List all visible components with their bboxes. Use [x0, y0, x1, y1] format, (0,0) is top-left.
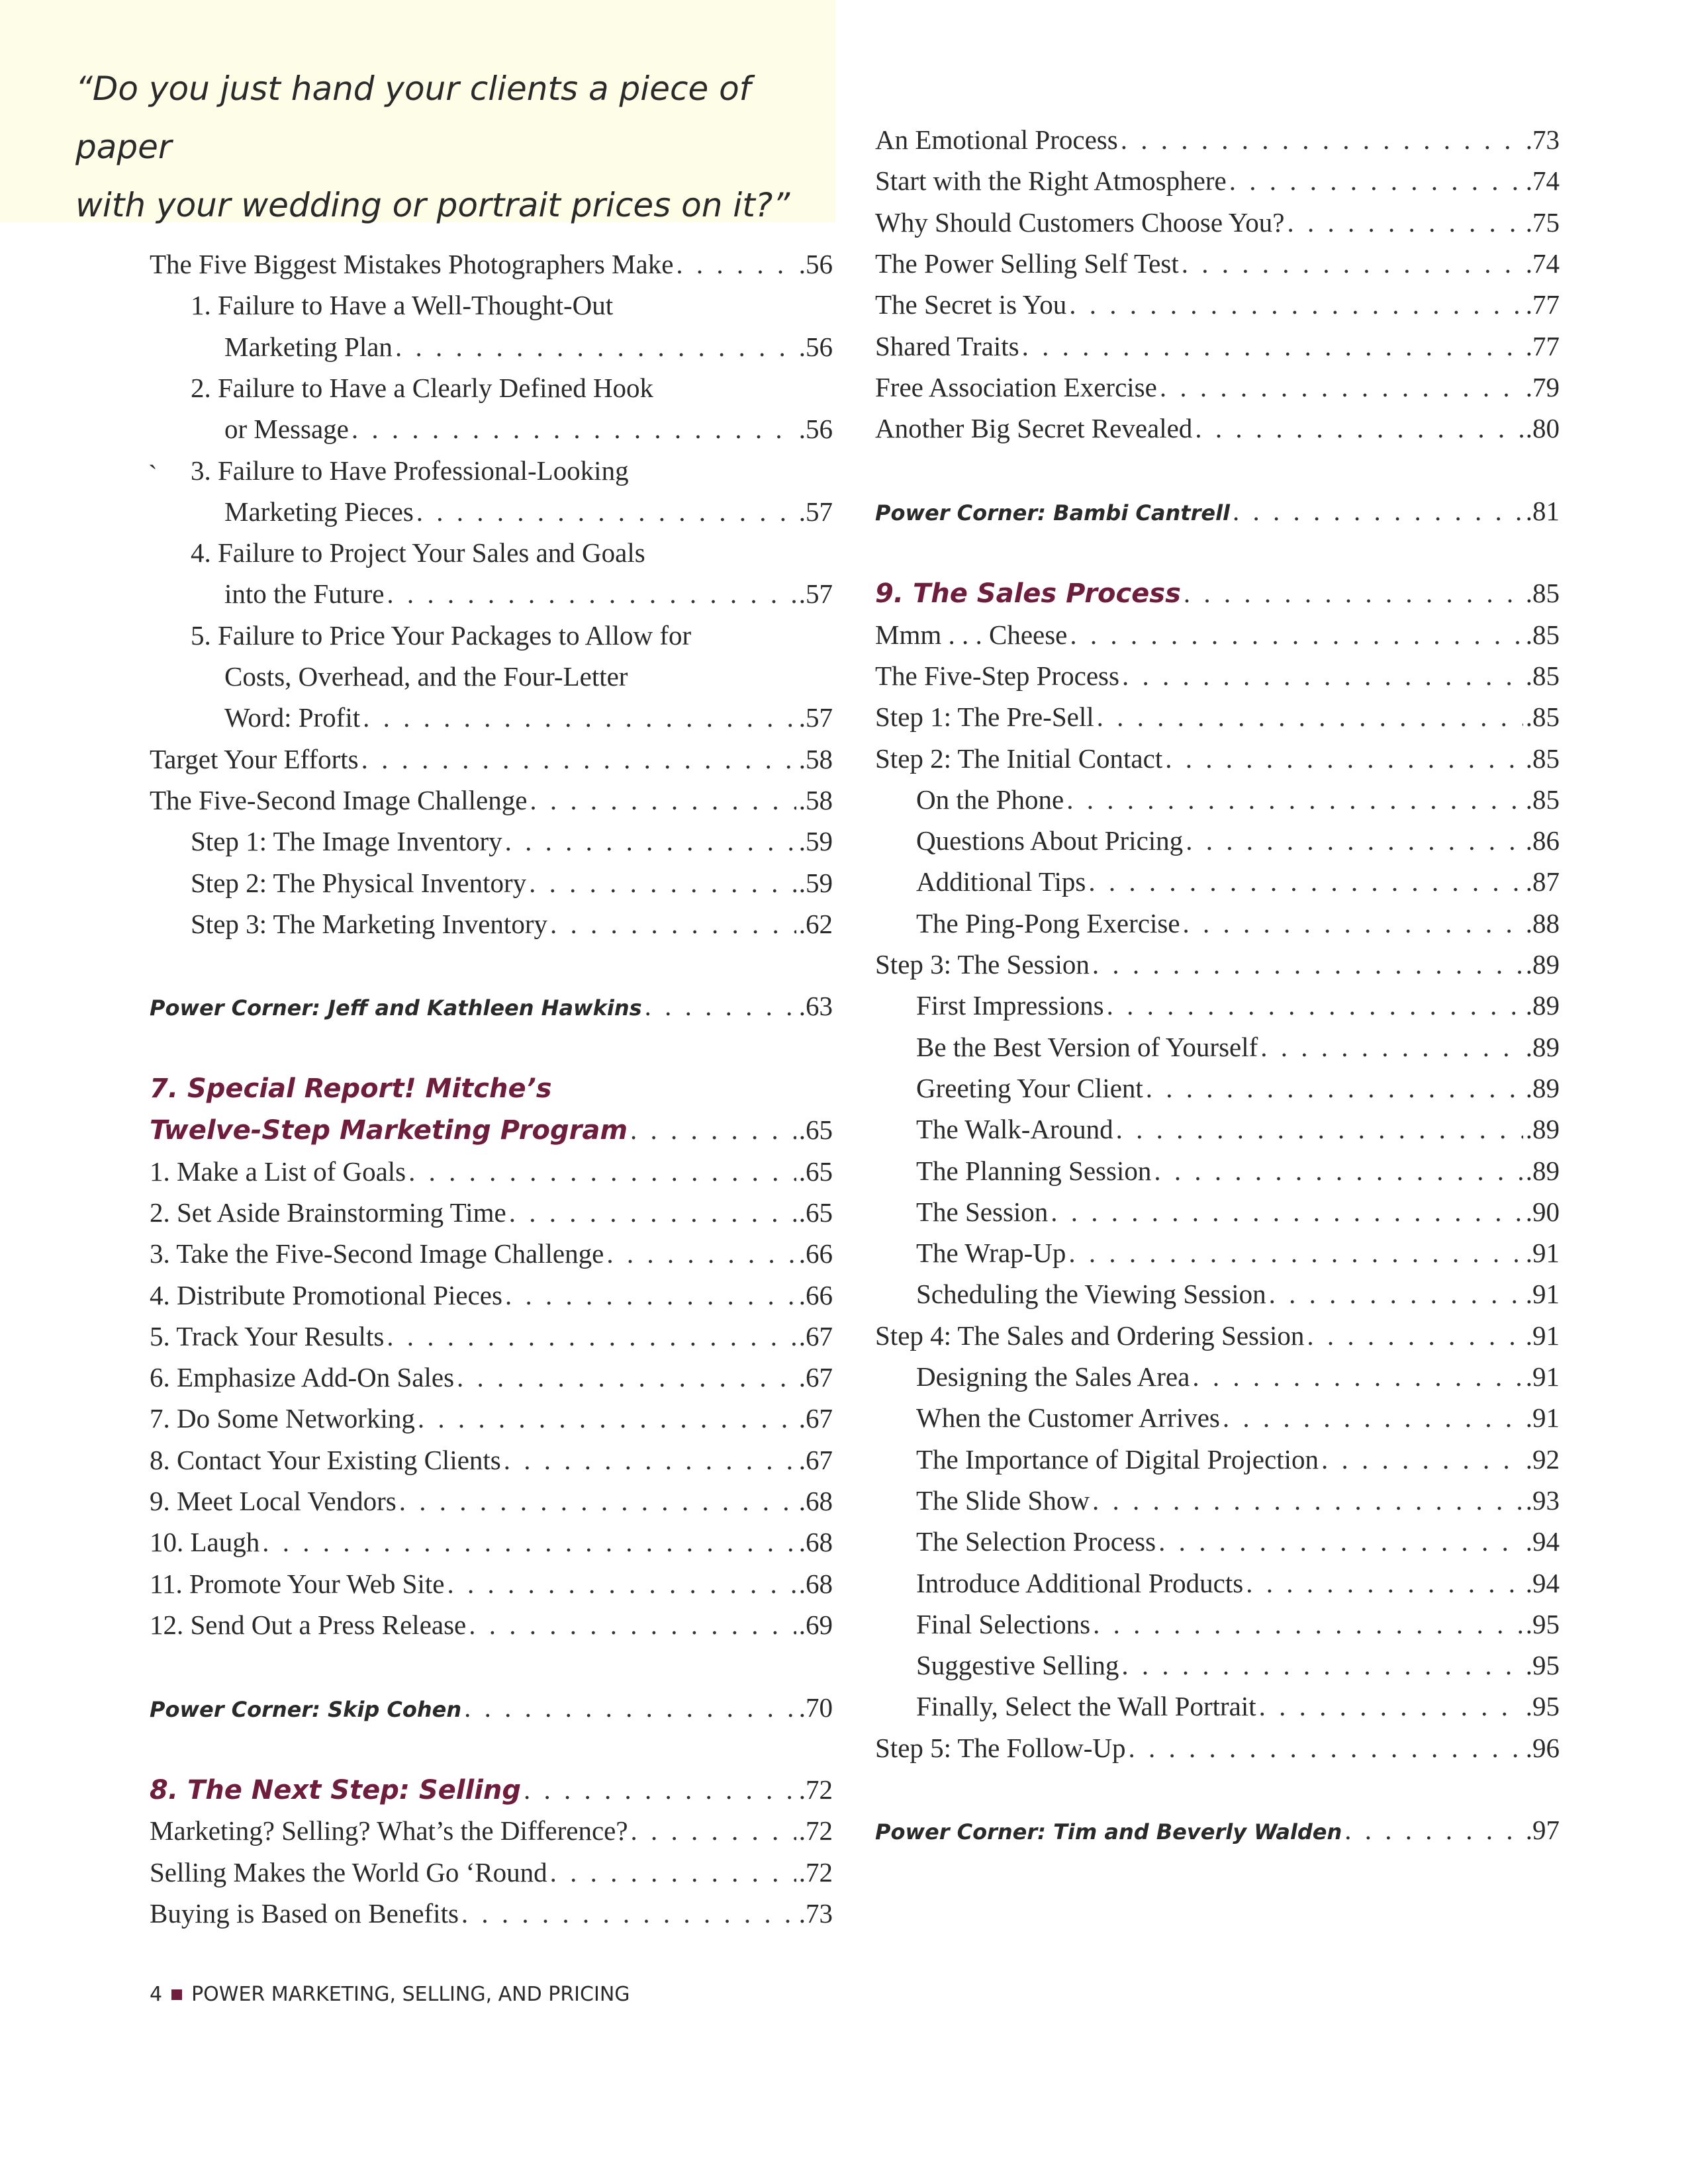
dot-leader [352, 408, 796, 449]
dot-leader [631, 1810, 796, 1851]
toc-entry-page: .91 [1525, 1402, 1560, 1433]
toc-entry-title: The Session [916, 1196, 1049, 1227]
dot-leader [524, 1769, 796, 1810]
toc-entry [916, 1273, 1560, 1314]
toc-entry-title: 6. Emphasize Add-On Sales [150, 1362, 455, 1393]
toc-entry-title: 11. Promote Your Web Site [150, 1568, 445, 1599]
toc-entry [150, 244, 833, 285]
toc-entry-title: Designing the Sales Area [916, 1361, 1190, 1392]
toc-entry-page: .72 [798, 1856, 833, 1888]
toc-entry-title: The Five Biggest Mistakes Photographers Make [150, 249, 674, 279]
toc-entry-page: .91 [1525, 1320, 1560, 1351]
toc-entry [875, 408, 1560, 449]
toc-entry-title: 10. Laugh [150, 1527, 260, 1558]
toc-entry-page: .66 [798, 1279, 833, 1310]
dot-leader [1183, 903, 1523, 944]
dot-leader [1022, 326, 1523, 367]
toc-entry [875, 614, 1560, 655]
toc-entry-title: Step 3: The Marketing Inventory [191, 908, 547, 939]
toc-entry-page: .85 [1525, 702, 1560, 733]
toc-entry-title: The Planning Session [916, 1155, 1152, 1186]
dot-leader [509, 1192, 796, 1233]
toc-entry [150, 1480, 833, 1522]
dot-leader [1088, 861, 1523, 902]
toc-entry-page: .67 [798, 1320, 833, 1351]
dot-leader [387, 573, 796, 614]
toc-entry-title: Marketing Pieces [224, 496, 414, 527]
toc-entry-title: 9. Meet Local Vendors [150, 1486, 397, 1516]
dot-leader [1146, 1068, 1523, 1109]
toc-entry-page: .75 [1525, 206, 1560, 238]
toc-entry-title: 2. Set Aside Brainstorming Time [150, 1197, 506, 1228]
toc-entry-page: .79 [1525, 371, 1560, 402]
dot-leader [447, 1563, 796, 1604]
toc-entry-title: Word: Profit [224, 702, 361, 733]
dot-leader [1259, 1686, 1523, 1727]
dot-leader [1093, 1604, 1523, 1645]
dot-leader [606, 1233, 796, 1274]
toc-entry [191, 367, 653, 408]
toc-entry-page: .85 [1525, 784, 1560, 815]
toc-entry-title: Selling Makes the World Go ‘Round [150, 1856, 547, 1888]
toc-entry-page: .74 [1525, 165, 1560, 197]
toc-entry [916, 1686, 1560, 1727]
toc-entry-page: .58 [798, 743, 833, 774]
dot-leader [1186, 820, 1523, 861]
dot-leader [1195, 408, 1523, 449]
toc-entry-title: Twelve-Step Marketing Program [150, 1115, 628, 1146]
toc-entry [224, 697, 833, 738]
dot-leader [1233, 490, 1523, 531]
toc-entry [150, 1439, 833, 1480]
dot-leader [676, 244, 796, 285]
toc-entry-title: The Five-Step Process [875, 660, 1119, 691]
toc-entry [150, 1810, 833, 1851]
toc-entry-title: Marketing? Selling? What’s the Difference? [150, 1815, 628, 1846]
toc-entry-title: Greeting Your Client [916, 1072, 1143, 1103]
toc-entry [875, 1727, 1560, 1768]
dot-leader [505, 1275, 796, 1316]
toc-power-corner-entry [150, 985, 833, 1026]
dot-leader [530, 780, 796, 821]
dot-leader [1229, 160, 1523, 201]
toc-entry-page: .57 [798, 702, 833, 733]
toc-entry-title: When the Customer Arrives [916, 1402, 1220, 1433]
toc-entry [916, 1397, 1560, 1438]
dot-leader [1121, 119, 1523, 160]
toc-entry-title: Step 5: The Follow-Up [875, 1732, 1126, 1763]
dot-leader [1121, 1645, 1523, 1686]
toc-chapter-heading [150, 1109, 833, 1150]
dot-leader [1307, 1315, 1523, 1356]
dot-leader [630, 1109, 796, 1150]
toc-entry-title: 12. Send Out a Press Release [150, 1609, 467, 1640]
toc-entry [916, 1109, 1560, 1150]
dot-leader [461, 1893, 796, 1934]
toc-entry-title: Power Corner: Bambi Cantrell [875, 500, 1230, 525]
toc-entry-page: .68 [798, 1527, 833, 1558]
toc-entry-page: .57 [798, 578, 833, 610]
toc-entry-title: 1. Failure to Have a Well-Thought-Out [191, 290, 614, 321]
toc-entry-page: .56 [798, 414, 833, 445]
toc-chapter-heading [875, 572, 1560, 614]
toc-entry [875, 944, 1560, 985]
toc-entry [191, 821, 833, 862]
toc-entry-title: Questions About Pricing [916, 825, 1184, 856]
toc-entry-page: .91 [1525, 1279, 1560, 1310]
toc-entry [875, 696, 1560, 737]
toc-entry [224, 408, 833, 449]
dot-leader [1287, 202, 1523, 243]
toc-entry [916, 1563, 1560, 1604]
toc-entry [224, 491, 833, 532]
toc-entry-title: Why Should Customers Choose You? [875, 206, 1285, 238]
toc-entry-title: An Emotional Process [875, 124, 1118, 155]
dot-leader [469, 1604, 796, 1645]
toc-entry-page: .73 [798, 1898, 833, 1929]
toc-entry [150, 1275, 833, 1316]
toc-entry [150, 1151, 833, 1192]
toc-entry-page: .95 [1525, 1691, 1560, 1722]
dot-leader [1260, 1026, 1523, 1068]
dot-leader [1184, 572, 1523, 614]
toc-entry-title: Marketing Plan [224, 331, 393, 362]
toc-entry-page: .68 [798, 1486, 833, 1516]
toc-entry-page: .81 [1525, 495, 1560, 526]
toc-entry [916, 1191, 1560, 1232]
dot-leader [387, 1316, 796, 1357]
toc-entry-page: .62 [798, 908, 833, 939]
toc-entry-page: .59 [798, 826, 833, 857]
toc-entry-page: .67 [798, 1444, 833, 1475]
toc-entry-page: .94 [1525, 1526, 1560, 1557]
toc-entry-page: .68 [798, 1568, 833, 1599]
dot-leader [399, 1480, 796, 1522]
toc-entry-title: Step 1: The Pre-Sell [875, 702, 1094, 733]
toc-entry-title: The Ping-Pong Exercise [916, 907, 1180, 938]
toc-entry-page: .91 [1525, 1238, 1560, 1269]
dot-leader [1092, 1480, 1523, 1521]
toc-entry-page: .89 [1525, 1072, 1560, 1103]
toc-entry [191, 532, 645, 573]
dot-leader [1344, 1809, 1523, 1850]
toc-entry-page: .86 [1525, 825, 1560, 856]
toc-entry-title: Step 2: The Physical Inventory [191, 867, 527, 898]
toc-entry-title: The Walk-Around [916, 1114, 1113, 1145]
toc-entry [875, 119, 1560, 160]
toc-entry-page: .94 [1525, 1567, 1560, 1598]
dot-leader [1223, 1397, 1523, 1438]
toc-entry [875, 655, 1560, 696]
toc-power-corner-entry [875, 1809, 1560, 1850]
dot-leader [1097, 696, 1523, 737]
toc-entry-page: .80 [1525, 413, 1560, 444]
toc-entry-title: Step 4: The Sales and Ordering Session [875, 1320, 1305, 1351]
toc-entry [150, 739, 833, 780]
toc-entry [150, 1893, 833, 1934]
pull-quote-line-1: “Do you just hand your clients a piece of paper [75, 69, 751, 166]
pull-quote-box [0, 0, 835, 222]
toc-entry-page: .59 [798, 867, 833, 898]
dot-leader [395, 326, 796, 367]
toc-entry [875, 160, 1560, 201]
toc-entry-title: Step 3: The Session [875, 949, 1090, 979]
toc-entry [150, 1316, 833, 1357]
toc-entry-page: .90 [1525, 1196, 1560, 1227]
dot-leader [1070, 614, 1523, 655]
toc-entry-page: .89 [1525, 1031, 1560, 1062]
toc-entry [150, 1522, 833, 1563]
toc-entry [916, 985, 1560, 1026]
dot-leader [1066, 779, 1523, 820]
toc-entry-title: Introduce Additional Products [916, 1567, 1244, 1598]
toc-entry-title: Mmm . . . Cheese [875, 619, 1068, 650]
toc-power-corner-entry [150, 1687, 833, 1728]
page-footer [150, 1983, 630, 2006]
pull-quote [75, 60, 817, 234]
toc-entry [875, 202, 1560, 243]
page-number: 4 [150, 1983, 163, 2006]
dot-leader [1165, 738, 1523, 779]
toc-entry-page: .57 [798, 496, 833, 527]
toc-entry-page: .65 [798, 1156, 833, 1187]
toc-entry-title: First Impressions [916, 990, 1104, 1021]
dot-leader [361, 739, 796, 780]
toc-entry-title: or Message [224, 414, 349, 445]
toc-entry-page: .72 [798, 1815, 833, 1846]
dot-leader [1321, 1439, 1523, 1480]
toc-entry [150, 1604, 833, 1645]
toc-entry [191, 285, 613, 326]
dot-leader [1158, 1521, 1523, 1562]
toc-entry-page: .85 [1525, 660, 1560, 691]
dot-leader [1160, 367, 1523, 408]
toc-entry-title: Additional Tips [916, 866, 1086, 897]
running-title: POWER MARKETING, SELLING, AND PRICING [191, 1983, 630, 2006]
toc-entry [916, 1068, 1560, 1109]
toc-entry-page: .66 [798, 1238, 833, 1269]
toc-power-corner-entry [875, 490, 1560, 531]
toc-entry-title: Target Your Efforts [150, 743, 359, 774]
toc-entry-page: .95 [1525, 1650, 1560, 1681]
toc-entry-page: .92 [1525, 1443, 1560, 1475]
toc-entry-page: .85 [1525, 578, 1560, 609]
toc-entry [150, 1563, 833, 1604]
toc-entry-title: The Selection Process [916, 1526, 1156, 1557]
dot-leader [1154, 1150, 1523, 1191]
toc-entry-page: .69 [798, 1609, 833, 1640]
toc-entry-title: Final Selections [916, 1608, 1091, 1639]
dot-leader [1269, 1273, 1523, 1314]
toc-entry-page: .58 [798, 784, 833, 815]
toc-entry-page: .77 [1525, 289, 1560, 320]
toc-entry [224, 326, 833, 367]
toc-entry-page: .67 [798, 1403, 833, 1434]
toc-entry-title: 8. Contact Your Existing Clients [150, 1444, 501, 1475]
toc-entry-title: The Five-Second Image Challenge [150, 784, 528, 815]
dot-leader [416, 491, 796, 532]
toc-entry-page: .65 [798, 1115, 833, 1146]
toc-entry [916, 1150, 1560, 1191]
toc-entry [875, 738, 1560, 779]
toc-entry-title: The Power Selling Self Test [875, 248, 1179, 279]
toc-entry-title: Costs, Overhead, and the Four-Letter [224, 661, 628, 692]
toc-entry-title: Shared Traits [875, 330, 1019, 361]
toc-entry [191, 615, 691, 656]
toc-entry-title: 5. Track Your Results [150, 1320, 385, 1351]
toc-entry [916, 1645, 1560, 1686]
toc-entry [224, 573, 833, 614]
dot-leader [1116, 1109, 1523, 1150]
dot-leader [1182, 243, 1523, 284]
toc-entry-title: Finally, Select the Wall Portrait [916, 1691, 1256, 1722]
toc-entry-page: .70 [798, 1692, 833, 1723]
toc-entry [191, 862, 833, 903]
toc-entry-title: 8. The Next Step: Selling [150, 1775, 522, 1806]
dot-leader [1051, 1191, 1523, 1232]
toc-entry-title: Suggestive Selling [916, 1650, 1119, 1681]
dot-leader [464, 1687, 796, 1728]
dot-leader [262, 1522, 796, 1563]
toc-entry [875, 326, 1560, 367]
dot-leader [645, 985, 796, 1026]
toc-entry [875, 243, 1560, 284]
toc-entry-page: .89 [1525, 1114, 1560, 1145]
toc-entry-title: 4. Failure to Project Your Sales and Goals [191, 537, 645, 569]
toc-chapter-heading [150, 1068, 552, 1109]
toc-entry [150, 1398, 833, 1439]
dot-leader [529, 862, 796, 903]
dot-leader [1107, 985, 1523, 1026]
toc-entry-title: 2. Failure to Have a Clearly Defined Hook [191, 372, 654, 403]
toc-entry-title: Start with the Right Atmosphere [875, 165, 1227, 197]
toc-entry-title: into the Future [224, 578, 385, 610]
toc-entry-page: .96 [1525, 1732, 1560, 1763]
dot-leader [504, 1439, 796, 1480]
toc-entry-page: .56 [798, 249, 833, 279]
toc-entry-title: Free Association Exercise [875, 371, 1157, 402]
dot-leader [1092, 944, 1523, 985]
toc-entry-title: 3. Take the Five-Second Image Challenge [150, 1238, 604, 1269]
dot-leader [408, 1151, 796, 1192]
dot-leader [1246, 1563, 1523, 1604]
toc-entry-title: 3. Failure to Have Professional-Looking [191, 455, 629, 486]
toc-entry [916, 861, 1560, 902]
toc-entry-page: .56 [798, 331, 833, 362]
dot-leader [1129, 1727, 1523, 1768]
toc-entry-page: .93 [1525, 1484, 1560, 1516]
stray-mark: ` [148, 459, 158, 490]
toc-entry-title: 7. Do Some Networking [150, 1403, 415, 1434]
toc-entry-page: .87 [1525, 866, 1560, 897]
dot-leader [505, 821, 796, 862]
toc-entry [916, 1232, 1560, 1273]
toc-entry-page: .63 [798, 991, 833, 1022]
toc-entry-page: .91 [1525, 1361, 1560, 1392]
toc-entry-title: 9. The Sales Process [875, 578, 1181, 610]
toc-entry-title: Step 2: The Initial Contact [875, 743, 1163, 774]
toc-entry [916, 1480, 1560, 1521]
toc-entry-title: 7. Special Report! Mitche’s [150, 1073, 552, 1104]
toc-entry [916, 1521, 1560, 1562]
toc-entry [150, 1192, 833, 1233]
toc-entry [916, 903, 1560, 944]
toc-entry-page: .85 [1525, 619, 1560, 650]
toc-entry [916, 1604, 1560, 1645]
dot-leader [1192, 1356, 1523, 1397]
toc-entry-title: 5. Failure to Price Your Packages to Allow for [191, 619, 692, 651]
toc-entry-title: The Importance of Digital Projection [916, 1443, 1319, 1475]
toc-entry [150, 1233, 833, 1274]
toc-entry-page: .65 [798, 1197, 833, 1228]
toc-entry-title: Another Big Secret Revealed [875, 413, 1193, 444]
pull-quote-line-2: with your wedding or portrait prices on it?” [75, 186, 790, 224]
toc-entry [150, 1852, 833, 1893]
toc-entry [916, 1356, 1560, 1397]
toc-entry [916, 779, 1560, 820]
toc-entry-page: .89 [1525, 949, 1560, 979]
toc-entry [875, 284, 1560, 325]
toc-entry-title: 1. Make a List of Goals [150, 1156, 406, 1187]
toc-entry-title: Power Corner: Skip Cohen [150, 1696, 462, 1722]
toc-entry-page: .89 [1525, 1155, 1560, 1186]
dot-leader [363, 697, 796, 738]
toc-entry [150, 780, 833, 821]
toc-entry [916, 820, 1560, 861]
toc-entry-title: Step 1: The Image Inventory [191, 826, 502, 857]
toc-entry-page: .95 [1525, 1608, 1560, 1639]
toc-entry-page: .85 [1525, 743, 1560, 774]
dot-leader [550, 1852, 796, 1893]
toc-entry-title: On the Phone [916, 784, 1064, 815]
toc-entry [191, 450, 629, 491]
dot-leader [457, 1357, 796, 1398]
toc-entry [150, 1357, 833, 1398]
toc-entry-title: The Wrap-Up [916, 1238, 1066, 1269]
toc-entry-page: .88 [1525, 907, 1560, 938]
toc-chapter-heading [150, 1769, 833, 1810]
toc-entry-page: .89 [1525, 990, 1560, 1021]
toc-entry-title: Be the Best Version of Yourself [916, 1031, 1258, 1062]
toc-entry-title: Buying is Based on Benefits [150, 1898, 459, 1929]
toc-entry-title: Power Corner: Jeff and Kathleen Hawkins [150, 995, 642, 1021]
toc-entry [916, 1439, 1560, 1480]
toc-entry-title: The Secret is You [875, 289, 1067, 320]
toc-entry-title: The Slide Show [916, 1484, 1090, 1516]
dot-leader [418, 1398, 796, 1439]
toc-entry [224, 656, 628, 697]
toc-entry [916, 1026, 1560, 1068]
dot-leader [1069, 284, 1523, 325]
dot-leader [550, 903, 796, 944]
toc-entry-page: .73 [1525, 124, 1560, 155]
toc-entry-page: .77 [1525, 330, 1560, 361]
toc-entry [875, 1315, 1560, 1356]
toc-entry [191, 903, 833, 944]
toc-entry [875, 367, 1560, 408]
toc-entry-page: .74 [1525, 248, 1560, 279]
toc-entry-title: Power Corner: Tim and Beverly Walden [875, 1819, 1342, 1845]
toc-entry-page: .97 [1525, 1815, 1560, 1846]
dot-leader [1068, 1232, 1523, 1273]
dot-leader [1122, 655, 1523, 696]
toc-entry-title: 4. Distribute Promotional Pieces [150, 1279, 502, 1310]
square-bullet-icon [171, 1989, 182, 2000]
toc-entry-title: Scheduling the Viewing Session [916, 1279, 1266, 1310]
toc-entry-page: .67 [798, 1362, 833, 1393]
toc-entry-page: .72 [798, 1774, 833, 1805]
